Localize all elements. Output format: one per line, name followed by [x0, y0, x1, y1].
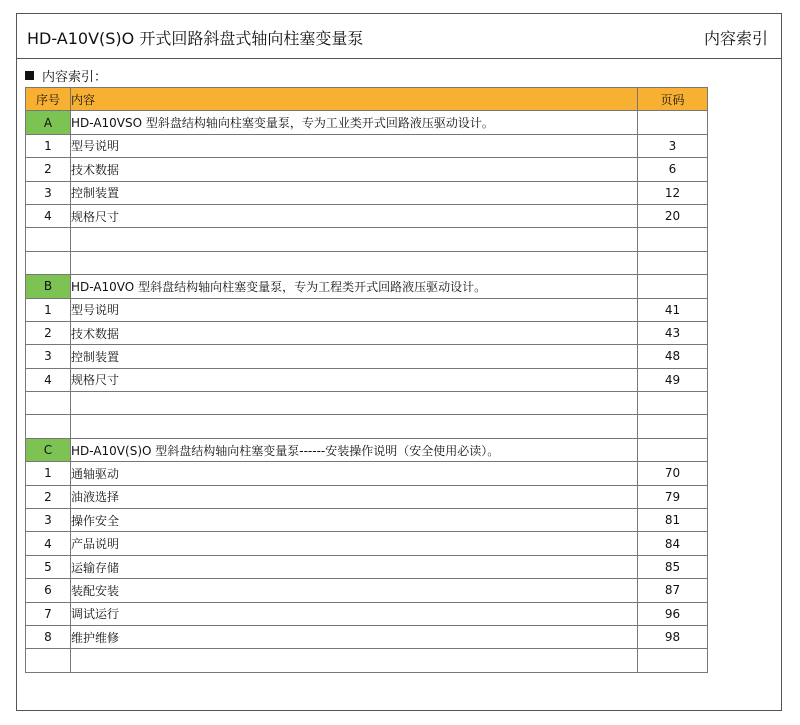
content-cell: 通轴驱动: [71, 462, 638, 485]
table-row: [26, 509, 708, 532]
group-letter-cell: C: [26, 438, 71, 461]
table-row: [26, 204, 708, 227]
content-cell: 控制装置: [71, 345, 638, 368]
group-description-cell: HD-A10V(S)O 型斜盘结构轴向柱塞变量泵------安装操作说明（安全使用必读）。: [71, 438, 638, 461]
document-header: [17, 14, 781, 59]
page-number-cell: [638, 392, 708, 415]
content-cell: 油液选择: [71, 485, 638, 508]
table-row: [26, 181, 708, 204]
page-number-cell: [638, 649, 708, 672]
content-cell: 规格尺寸: [71, 204, 638, 227]
content-cell: [71, 415, 638, 438]
page-number-cell: [638, 438, 708, 461]
row-number-cell: 3: [26, 509, 71, 532]
page-number-cell: 70: [638, 462, 708, 485]
row-number-cell: [26, 415, 71, 438]
content-cell: [71, 228, 638, 251]
content-cell: 技术数据: [71, 321, 638, 344]
table-row: [26, 158, 708, 181]
row-number-cell: 4: [26, 204, 71, 227]
page-number-cell: 41: [638, 298, 708, 321]
row-number-cell: [26, 251, 71, 274]
table-row: [26, 462, 708, 485]
row-number-cell: 4: [26, 532, 71, 555]
table-row: [26, 345, 708, 368]
page-number-cell: 20: [638, 204, 708, 227]
page-number-cell: 87: [638, 579, 708, 602]
table-row: [26, 298, 708, 321]
content-cell: 型号说明: [71, 298, 638, 321]
content-cell: 控制装置: [71, 181, 638, 204]
row-number-cell: 4: [26, 368, 71, 391]
row-number-cell: [26, 228, 71, 251]
table-row: [26, 228, 708, 251]
row-number-cell: 1: [26, 298, 71, 321]
table-group-row: [26, 275, 708, 298]
row-number-cell: 7: [26, 602, 71, 625]
section-label: 内容索引: [703, 29, 768, 48]
row-number-cell: 1: [26, 134, 71, 157]
page-number-cell: [638, 251, 708, 274]
table-group-row: [26, 438, 708, 461]
row-number-cell: 1: [26, 462, 71, 485]
column-header-page: 页码: [638, 88, 708, 111]
table-row: [26, 649, 708, 672]
content-cell: 操作安全: [71, 509, 638, 532]
row-number-cell: 5: [26, 555, 71, 578]
content-cell: 技术数据: [71, 158, 638, 181]
table-row: [26, 134, 708, 157]
table-row: [26, 602, 708, 625]
row-number-cell: 2: [26, 158, 71, 181]
document-title: HD-A10V(S)O 开式回路斜盘式轴向柱塞变量泵: [27, 29, 364, 48]
content-cell: 规格尺寸: [71, 368, 638, 391]
page-number-cell: 49: [638, 368, 708, 391]
section-heading-text: 内容索引：: [42, 70, 108, 85]
content-cell: [71, 251, 638, 274]
index-table: [25, 87, 708, 673]
page-number-cell: 43: [638, 321, 708, 344]
page-number-cell: 98: [638, 625, 708, 648]
group-letter-cell: A: [26, 111, 71, 134]
page-number-cell: 84: [638, 532, 708, 555]
page-number-cell: 81: [638, 509, 708, 532]
content-cell: 维护维修: [71, 625, 638, 648]
table-row: [26, 555, 708, 578]
content-cell: 产品说明: [71, 532, 638, 555]
table-group-row: [26, 111, 708, 134]
page-number-cell: 3: [638, 134, 708, 157]
page-number-cell: 79: [638, 485, 708, 508]
page-number-cell: 96: [638, 602, 708, 625]
column-header-number: 序号: [26, 88, 71, 111]
page-number-cell: 85: [638, 555, 708, 578]
table-row: [26, 532, 708, 555]
content-cell: [71, 392, 638, 415]
table-row: [26, 321, 708, 344]
table-row: [26, 251, 708, 274]
table-row: [26, 392, 708, 415]
row-number-cell: 2: [26, 321, 71, 344]
group-description-cell: HD-A10VSO 型斜盘结构轴向柱塞变量泵，专为工业类开式回路液压驱动设计。: [71, 111, 638, 134]
content-cell: [71, 649, 638, 672]
content-cell: 装配安装: [71, 579, 638, 602]
page-number-cell: [638, 228, 708, 251]
page-number-cell: [638, 275, 708, 298]
content-cell: 型号说明: [71, 134, 638, 157]
row-number-cell: [26, 649, 71, 672]
table-header-row: [26, 88, 708, 111]
table-row: [26, 625, 708, 648]
page-number-cell: 48: [638, 345, 708, 368]
group-description-cell: HD-A10VO 型斜盘结构轴向柱塞变量泵，专为工程类开式回路液压驱动设计。: [71, 275, 638, 298]
square-bullet-icon: [25, 71, 34, 80]
page-frame: [16, 13, 782, 711]
page-number-cell: [638, 111, 708, 134]
row-number-cell: 2: [26, 485, 71, 508]
page-number-cell: 6: [638, 158, 708, 181]
row-number-cell: [26, 392, 71, 415]
table-row: [26, 485, 708, 508]
row-number-cell: 6: [26, 579, 71, 602]
row-number-cell: 3: [26, 181, 71, 204]
page-number-cell: 12: [638, 181, 708, 204]
group-letter-cell: B: [26, 275, 71, 298]
table-row: [26, 579, 708, 602]
section-heading: [25, 66, 107, 85]
row-number-cell: 3: [26, 345, 71, 368]
content-cell: 调试运行: [71, 602, 638, 625]
table-row: [26, 368, 708, 391]
column-header-content: 内容: [71, 88, 638, 111]
row-number-cell: 8: [26, 625, 71, 648]
page-number-cell: [638, 415, 708, 438]
table-row: [26, 415, 708, 438]
content-cell: 运输存储: [71, 555, 638, 578]
index-table-body: [26, 111, 708, 672]
